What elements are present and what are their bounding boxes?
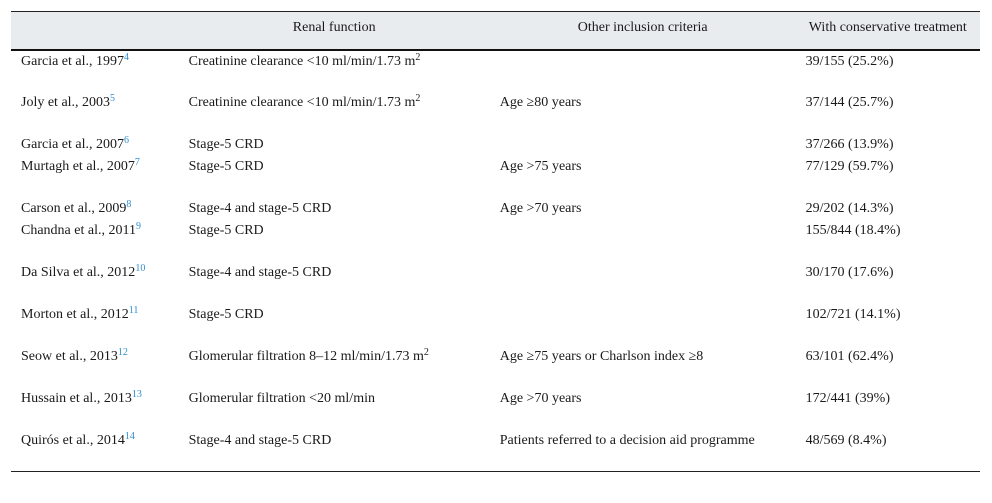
- study-name: Joly et al., 2003: [21, 94, 111, 110]
- renal-function-text: Stage-4 and stage-5 CRD: [188, 200, 332, 216]
- reference-link[interactable]: 6: [124, 134, 130, 146]
- renal-function-text: Stage-5 CRD: [188, 158, 264, 174]
- reference-link[interactable]: 13: [131, 388, 142, 400]
- cell-other-criteria: Age ≥75 years or Charlson index ≥8: [499, 348, 704, 364]
- header-other-criteria: Other inclusion criteria: [490, 12, 796, 50]
- cell-renal-function: [179, 156, 490, 198]
- table-body: [11, 50, 980, 472]
- study-name: Murtagh et al., 2007: [21, 158, 135, 174]
- renal-function-text: Stage-4 and stage-5 CRD: [188, 432, 332, 448]
- table-row: [11, 346, 980, 388]
- renal-function-text: Stage-5 CRD: [188, 136, 264, 152]
- reference-link[interactable]: 4: [124, 51, 130, 63]
- table-row: [11, 388, 980, 430]
- table-row: [11, 198, 980, 220]
- table-row: [11, 304, 980, 346]
- unit-superscript: 2: [415, 51, 421, 63]
- cell-conservative-treatment: 172/441 (39%): [805, 390, 890, 406]
- reference-link[interactable]: 14: [124, 430, 135, 442]
- table-row: [11, 156, 980, 198]
- study-name: Morton et al., 2012: [21, 306, 129, 322]
- table-row: [11, 134, 980, 156]
- reference-link[interactable]: 9: [135, 220, 141, 232]
- cell-conservative-treatment: 29/202 (14.3%): [805, 200, 894, 216]
- study-name: Hussain et al., 2013: [21, 390, 132, 406]
- cell-other-criteria: Age >70 years: [499, 200, 582, 216]
- study-name: Chandna et al., 2011: [21, 222, 136, 238]
- cell-study: [11, 198, 179, 220]
- reference-link[interactable]: 8: [126, 198, 132, 210]
- cell-study: [11, 304, 179, 346]
- cell-renal-function: [179, 304, 490, 346]
- table-row: [11, 430, 980, 472]
- renal-function-text: Glomerular filtration 8–12 ml/min/1.73 m: [188, 348, 424, 364]
- cell-renal-function: [179, 346, 490, 388]
- study-name: Garcia et al., 1997: [21, 53, 125, 69]
- cell-conservative-treatment: 48/569 (8.4%): [796, 430, 980, 472]
- cell-renal-function: [179, 198, 490, 220]
- cell-study: [11, 262, 179, 304]
- cell-study: [11, 92, 179, 134]
- cell-conservative-treatment: 102/721 (14.1%): [805, 306, 901, 322]
- renal-function-text: Creatinine clearance <10 ml/min/1.73 m: [188, 94, 416, 110]
- renal-function-text: Creatinine clearance <10 ml/min/1.73 m: [188, 53, 416, 69]
- cell-conservative-treatment: 30/170 (17.6%): [805, 264, 894, 280]
- cell-renal-function: [179, 92, 490, 134]
- reference-link[interactable]: 10: [135, 262, 146, 274]
- cell-study: [11, 134, 179, 156]
- cell-renal-function: [179, 430, 490, 472]
- unit-superscript: 2: [415, 92, 421, 104]
- renal-function-text: Stage-5 CRD: [188, 306, 264, 322]
- cell-other-criteria: [490, 304, 796, 346]
- cell-study: [11, 388, 179, 430]
- cell-renal-function: [179, 388, 490, 430]
- cell-other-criteria: [490, 220, 796, 262]
- cell-other-criteria: [490, 262, 796, 304]
- renal-function-text: Stage-4 and stage-5 CRD: [188, 264, 332, 280]
- cell-other-criteria: [490, 50, 796, 92]
- study-name: Garcia et al., 2007: [21, 136, 125, 152]
- reference-link[interactable]: 7: [134, 156, 140, 168]
- table-row: [11, 50, 980, 92]
- cell-conservative-treatment: 37/266 (13.9%): [805, 136, 894, 152]
- study-name: Quirós et al., 2014: [21, 432, 125, 448]
- cell-renal-function: [179, 262, 490, 304]
- renal-function-text: Stage-5 CRD: [188, 222, 264, 238]
- cell-renal-function: [179, 220, 490, 262]
- header-renal-function: Renal function: [179, 12, 490, 50]
- cell-conservative-treatment: 37/144 (25.7%): [805, 94, 894, 110]
- cell-study: [11, 156, 179, 198]
- header-study: [11, 12, 179, 50]
- cell-other-criteria: Age >70 years: [499, 390, 582, 406]
- cell-other-criteria: Age >75 years: [499, 158, 582, 174]
- cell-renal-function: [179, 134, 490, 156]
- cell-conservative-treatment: 155/844 (18.4%): [805, 222, 901, 238]
- cell-study: [11, 50, 179, 92]
- table-row: [11, 262, 980, 304]
- cell-conservative-treatment: 77/129 (59.7%): [805, 158, 894, 174]
- renal-function-text: Glomerular filtration <20 ml/min: [188, 390, 375, 406]
- cell-other-criteria: [490, 134, 796, 156]
- study-name: Carson et al., 2009: [21, 200, 127, 216]
- header-row: [11, 12, 980, 50]
- cell-conservative-treatment: 63/101 (62.4%): [805, 348, 894, 364]
- table-row: [11, 92, 980, 134]
- reference-link[interactable]: 5: [110, 92, 116, 104]
- cell-other-criteria: Age ≥80 years: [499, 94, 582, 110]
- study-name: Da Silva et al., 2012: [21, 264, 136, 280]
- cell-study: [11, 220, 179, 262]
- unit-superscript: 2: [423, 346, 429, 358]
- header-conservative-treatment: With conservative treatment: [796, 12, 980, 50]
- cell-conservative-treatment: 39/155 (25.2%): [805, 53, 894, 69]
- table-row: [11, 220, 980, 262]
- cell-renal-function: [179, 50, 490, 92]
- reference-link[interactable]: 11: [128, 304, 139, 316]
- study-name: Seow et al., 2013: [21, 348, 118, 364]
- reference-link[interactable]: 12: [117, 346, 128, 358]
- cell-study: [11, 430, 179, 472]
- table-header: [11, 12, 980, 50]
- studies-table: [11, 11, 980, 472]
- cell-other-criteria: Patients referred to a decision aid programme: [490, 430, 796, 472]
- cell-study: [11, 346, 179, 388]
